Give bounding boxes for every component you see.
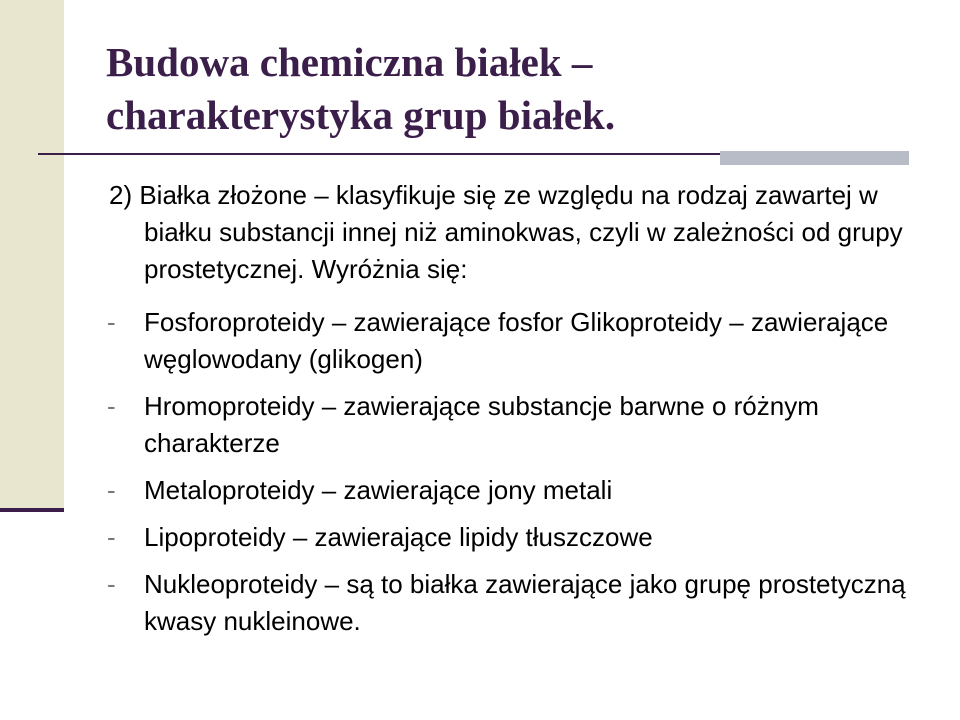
list-item	[100, 566, 940, 640]
left-accent-band	[0, 0, 64, 512]
list-item	[100, 304, 940, 378]
list-item-text: Metaloproteidy – zawierające jony metali	[144, 475, 613, 505]
slide-body	[100, 177, 940, 650]
bullet-dash: -	[107, 475, 116, 505]
list-item	[100, 519, 940, 556]
slide-title-line-2: charakterystyka grup białek.	[106, 92, 616, 138]
title-divider-bar	[720, 151, 909, 165]
slide-title	[106, 36, 926, 142]
list-item-text: Lipoproteidy – zawierające lipidy tłuszczowe	[144, 522, 653, 552]
bullet-dash: -	[107, 569, 116, 599]
left-accent-underline	[0, 508, 64, 512]
list-item-text: Nukleoproteidy – są to białka zawierające jako grupę prostetyczną kwasy nukleinowe.	[144, 569, 906, 636]
protein-group-list	[100, 304, 940, 640]
bullet-dash: -	[107, 522, 116, 552]
intro-paragraph: 2) Białka złożone – klasyfikuje się ze względu na rodzaj zawartej w białku substancji innej niż aminokwas, czyli w zależności od grupy prostetycznej. Wyróżnia się:	[109, 180, 903, 284]
bullet-dash: -	[107, 391, 116, 421]
slide-title-line-1: Budowa chemiczna białek –	[106, 39, 593, 85]
bullet-dash: -	[107, 307, 116, 337]
list-item-text: Hromoproteidy – zawierające substancje barwne o różnym charakterze	[144, 391, 819, 458]
list-item	[100, 472, 940, 509]
list-item-text: Fosforoproteidy – zawierające fosfor Glikoproteidy – zawierające węglowodany (glikogen)	[144, 307, 889, 374]
list-item	[100, 388, 940, 462]
